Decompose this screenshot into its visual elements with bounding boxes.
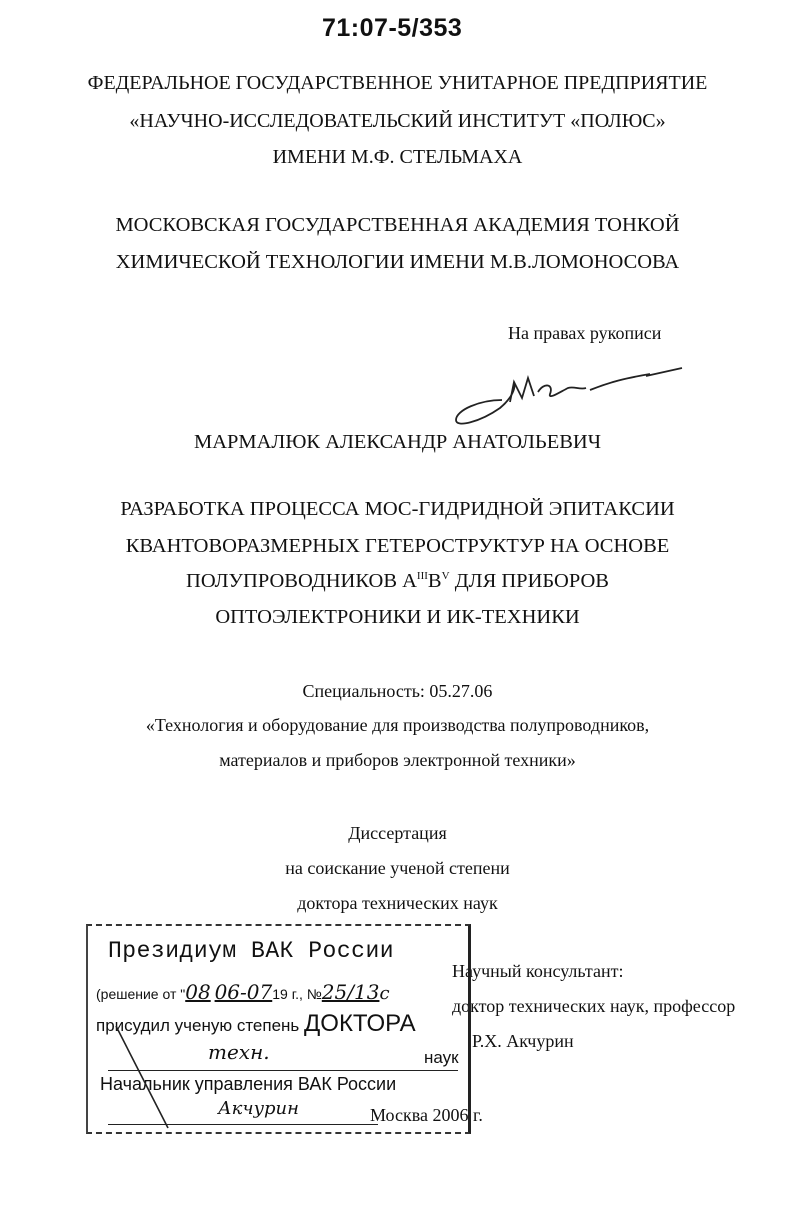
title-line-4: ОПТОЭЛЕКТРОНИКИ И ИК-ТЕХНИКИ [215,606,580,628]
title-line-1: РАЗРАБОТКА ПРОЦЕССА МОС-ГИДРИДНОЙ ЭПИТАКСИИ [120,498,675,520]
specialty-label: Специальность: 05.27.06 [302,681,493,701]
specialty-name-1: «Технология и оборудование для производства полупроводников, [145,715,650,735]
stamp-head-sign: Акчурин [218,1098,299,1119]
stamp-field-handwritten: техн. [208,1040,270,1064]
stamp-awarded-text: присудил ученую степень [96,1016,300,1035]
dissertation-line-3: доктора технических наук [297,893,498,913]
stamp-sciences-word: наук [424,1048,459,1067]
title-line-3-post: ДЛЯ ПРИБОРОВ [449,570,609,592]
stamp-year-label: 19 [272,986,288,1002]
title-line-2: КВАНТОВОРАЗМЕРНЫХ ГЕТЕРОСТРУКТУР НА ОСНОВЕ [125,535,670,557]
stamp-title: Президиум ВАК России [108,938,395,964]
consultant-degree: доктор технических наук, профессор [452,996,736,1016]
author-name: МАРМАЛЮК АЛЕКСАНДР АНАТОЛЬЕВИЧ [193,431,602,453]
org-line-2: «НАУЧНО-ИССЛЕДОВАТЕЛЬСКИЙ ИНСТИТУТ «ПОЛЮС» [129,110,666,132]
title-line-3-b: B [427,570,442,592]
title-line-3 [0,570,795,593]
stamp-decision-line [96,980,390,1004]
consultant-label: Научный консультант: [452,961,624,981]
title-sup-iii: III [416,570,428,583]
rights-note: На правах рукописи [508,323,662,343]
stamp-head-title: Начальник управления ВАК России [100,1074,397,1094]
consultant-name: Р.Х. Акчурин [472,1031,574,1051]
title-line-3-pre: ПОЛУПРОВОДНИКОВ A [186,570,417,592]
stamp-pen-stroke [112,1022,172,1132]
org-line-5: ХИМИЧЕСКОЙ ТЕХНОЛОГИИ ИМЕНИ М.В.ЛОМОНОСОВА [115,251,680,273]
footer-city-year: Москва 2006 г. [370,1105,483,1125]
specialty-name-2: материалов и приборов электронной техники» [219,750,576,770]
stamp-decision-number-tail: с [379,983,390,1004]
vak-stamp [86,924,471,1134]
stamp-decision-prefix: (решение от " [96,986,186,1002]
org-line-3: ИМЕНИ М.Ф. СТЕЛЬМАХА [272,146,523,168]
stamp-decision-day: 08 [185,980,211,1004]
dissertation-line-1: Диссертация [348,823,447,843]
document-number: 71:07-5/353 [322,14,463,42]
author-signature [450,352,690,430]
stamp-decision-month: 06-07 [214,980,273,1004]
stamp-year-suffix: г., № [291,986,322,1002]
stamp-degree-word: ДОКТОРА [304,1010,416,1037]
title-sup-v: V [441,570,450,583]
org-line-1: ФЕДЕРАЛЬНОЕ ГОСУДАРСТВЕННОЕ УНИТАРНОЕ ПРЕДПРИЯТИЕ [87,72,708,94]
org-line-4: МОСКОВСКАЯ ГОСУДАРСТВЕННАЯ АКАДЕМИЯ ТОНКОЙ [115,214,680,236]
dissertation-line-2: на соискание ученой степени [285,858,510,878]
stamp-decision-number: 25/13 [321,980,380,1004]
